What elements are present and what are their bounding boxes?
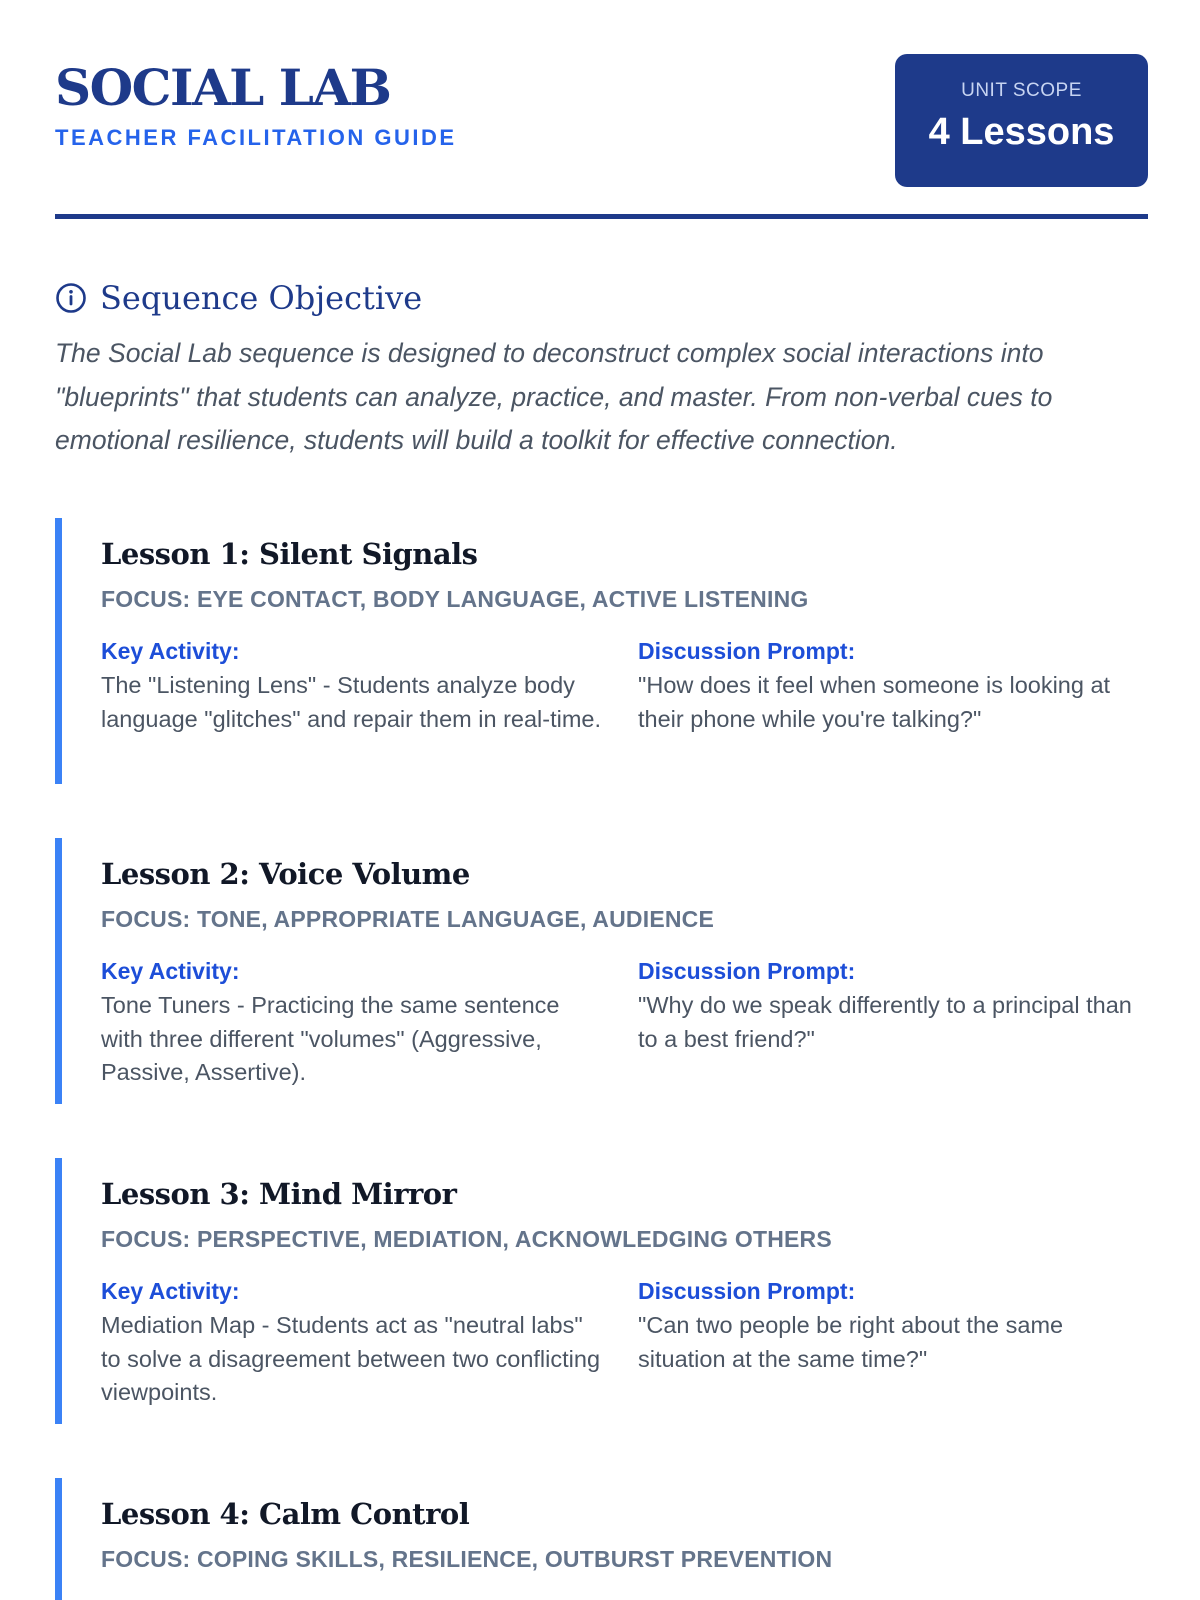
discussion-prompt-label: Discussion Prompt: [638,958,856,984]
lesson-focus: FOCUS: TONE, APPROPRIATE LANGUAGE, AUDIENCE [101,906,715,932]
unit-scope-value: 4 Lessons [928,111,1115,153]
objective-heading [55,278,1148,318]
lesson-card [55,1158,1148,1424]
lesson-focus: FOCUS: EYE CONTACT, BODY LANGUAGE, ACTIVE LISTENING [101,586,809,612]
discussion-prompt [638,636,1148,736]
guide-page [55,0,1148,1600]
discussion-prompt-text: "Why do we speak differently to a principal than to a best friend?" [638,992,1132,1052]
lesson-card [55,838,1148,1104]
discussion-prompt-label: Discussion Prompt: [638,1278,856,1304]
objective-text: The Social Lab sequence is designed to deconstruct complex social interactions into "blueprints" that students can analyze, practice, and master. From non-verbal cues to emotional resilience, students will build a toolkit for effective connection. [55,338,1053,455]
key-activity-text: Tone Tuners - Practicing the same sentence with three different "volumes" (Aggressive, Passive, Assertive). [101,992,560,1085]
lesson-card [55,1478,1148,1600]
key-activity-text: Mediation Map - Students act as "neutral labs" to solve a disagreement between two conflicting viewpoints. [101,1312,601,1405]
lesson-title: Lesson 2: Voice Volume [101,857,470,891]
key-activity-label: Key Activity: [101,638,240,664]
lesson-title: Lesson 4: Calm Control [101,1497,470,1531]
discussion-prompt-text: "Can two people be right about the same situation at the same time?" [638,1312,1064,1372]
discussion-prompt [638,956,1148,1056]
page-header [55,54,1148,214]
page-subtitle: TEACHER FACILITATION GUIDE [55,125,457,150]
unit-scope-label: UNIT SCOPE [961,80,1082,101]
lesson-focus: FOCUS: PERSPECTIVE, MEDIATION, ACKNOWLEDGING OTHERS [101,1226,832,1252]
key-activity-label: Key Activity: [101,1278,240,1304]
key-activity-label: Key Activity: [101,958,240,984]
objective-title: Sequence Objective [100,279,423,317]
discussion-prompt-label: Discussion Prompt: [638,638,856,664]
lesson-card [55,518,1148,784]
lesson-title: Lesson 3: Mind Mirror [101,1177,457,1211]
sequence-objective [55,278,1148,463]
discussion-prompt [638,1276,1148,1376]
key-activity-text: The "Listening Lens" - Students analyze body language "glitches" and repair them in real-time. [101,672,602,732]
discussion-prompt-text: "How does it feel when someone is looking at their phone while you're talking?" [638,672,1111,732]
unit-scope-badge [895,54,1148,187]
lesson-focus: FOCUS: COPING SKILLS, RESILIENCE, OUTBURST PREVENTION [101,1546,833,1572]
lesson-title: Lesson 1: Silent Signals [101,537,478,571]
key-activity [101,1276,606,1410]
page-title: SOCIAL LAB [55,58,391,117]
info-icon [55,282,87,314]
header-divider [55,214,1148,219]
key-activity [101,636,606,736]
key-activity [101,956,606,1090]
